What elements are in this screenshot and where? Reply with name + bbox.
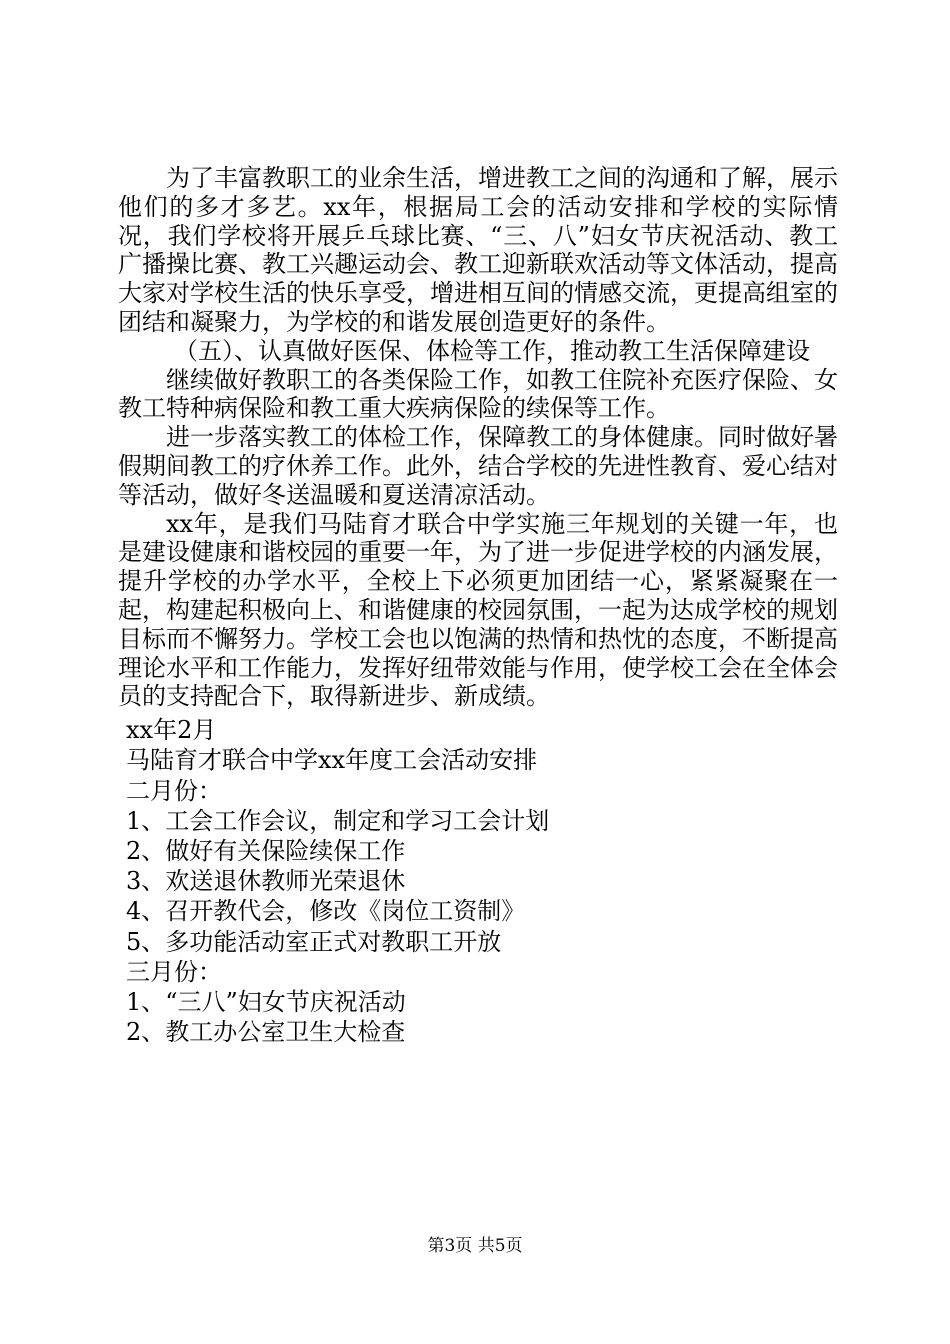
schedule-list [70,715,838,1047]
list-item: 5、多功能活动室正式对教职工开放 [126,927,502,956]
list-item: 2、教工办公室卫生大检查 [126,1018,406,1047]
month-heading-february: 二月份： [126,776,222,805]
paragraph-health-check: 进一步落实教工的体检工作，保障教工的身体健康。同时做好暑假期间教工的疗休养工作。此外，结合学校的先进性教育、爱心结对等活动，做好冬送温暖和夏送清凉活动。 [118,423,838,509]
list-item: 4、召开教代会，修改《岗位工资制》 [126,897,526,926]
month-heading-march: 三月份： [126,957,222,986]
paragraph-insurance: 继续做好教职工的各类保险工作，如教工住院补充医疗保险、女教工特种病保险和教工重大疾病保险的续保等工作。 [118,365,838,423]
schedule-title: 马陆育才联合中学xx年度工会活动安排 [126,746,538,775]
page-footer: 第3页 共5页 [427,1236,523,1256]
paragraph-summary: xx年，是我们马陆育才联合中学实施三年规划的关键一年，也是建设健康和谐校园的重要一年，为了进一步促进学校的内涵发展，提升学校的办学水平，全校上下必须更加团结一心，紧紧凝聚在一起，构建起积极向上、和谐健康的校园氛围，一起为达成学校的规划目标而不懈努力。学校工会也以饱满的热情和热忱的态度，不断提高理论水平和工作能力，发挥好纽带效能与作用，使学校工会在全体会员的支持配合下，取得新进步、新成绩。 [118,509,838,711]
document-body [118,164,838,1047]
list-item: 1、“三八”妇女节庆祝活动 [126,987,406,1016]
list-item: 1、工会工作会议，制定和学习工会计划 [126,806,550,835]
paragraph-culture-activities: 为了丰富教职工的业余生活，增进教工之间的沟通和了解，展示他们的多才多艺。xx年，根据局工会的活动安排和学校的实际情况，我们学校将开展乒乓球比赛、“三、八”妇女节庆祝活动、教工广播操比赛、教工兴趣运动会、教工迎新联欢活动等文体活动，提高大家对学校生活的快乐享受，增进相互间的情感交流，更提高组室的团结和凝聚力，为学校的和谐发展创造更好的条件。 [118,164,838,336]
list-item: 2、做好有关保险续保工作 [126,836,406,865]
paragraph-section-five-heading: （五）、认真做好医保、体检等工作，推动教工生活保障建设 [174,336,810,365]
list-item: 3、欢送退休教师光荣退休 [126,867,406,896]
date-line: xx年2月 [126,716,217,745]
